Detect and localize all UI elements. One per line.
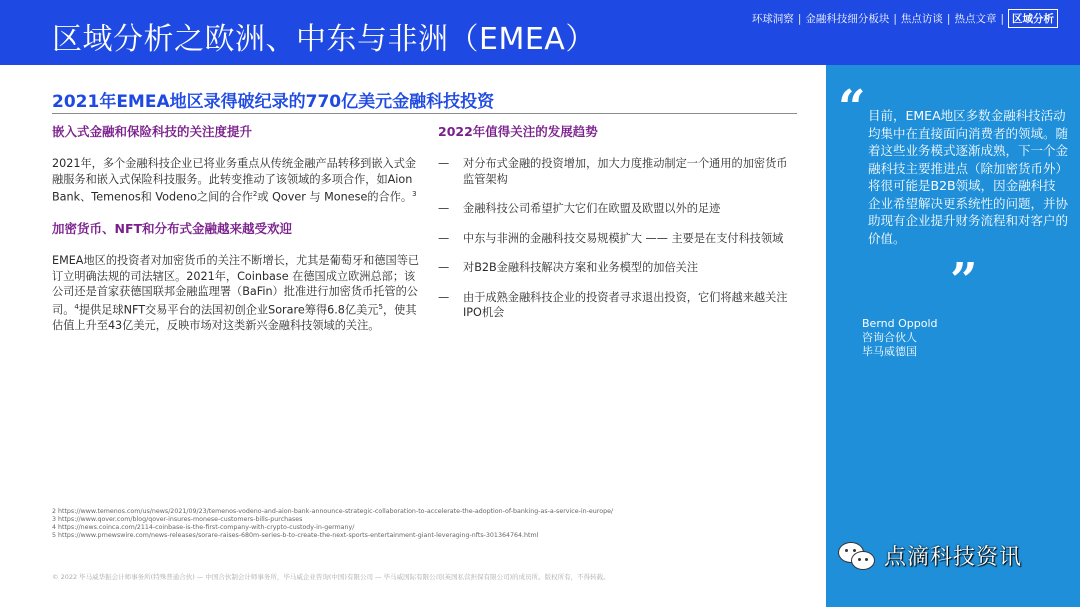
list-item bbox=[438, 156, 798, 187]
author-title: 咨询合伙人 bbox=[862, 331, 917, 344]
list-item bbox=[438, 231, 798, 247]
list-item-text: 对分布式金融的投资增加，加大力度推动制定一个通用的加密货币监管架构 bbox=[463, 157, 788, 186]
footnote-link[interactable]: 4 https://news.coinca.com/2114-coinbase-is-the-first-company-with-crypto-custody-in-germany/ bbox=[52, 524, 355, 531]
left-column bbox=[52, 122, 422, 347]
header-bar bbox=[0, 0, 1080, 65]
quote-text: 目前，EMEA地区多数金融科技活动均集中在直接面向消费者的领域。随着这些业务模式逐渐成熟，下一个金融科技主要推进点（除加密货币外）将很可能是B2B领域，因金融科技企业希望解决更系统性的问题，并协助现有企业提升财务流程和对客户的价值。 bbox=[868, 108, 1069, 246]
trends-heading: 2022年值得关注的发展趋势 bbox=[438, 124, 598, 139]
right-column bbox=[438, 122, 798, 335]
copyright-notice: © 2022 毕马威华振会计师事务所(特殊普通合伙) — 中国合伙制会计师事务所，毕马威企业咨询(中国)有限公司 — 毕马威国际有限公司(英国私营担保有限公司)的成员所。版权所有，不得转载。 bbox=[52, 573, 610, 581]
footnote-ref: 4 bbox=[74, 302, 79, 311]
footnote-ref: 5 bbox=[378, 302, 383, 311]
crypto-heading: 加密货币、NFT和分布式金融越来越受欢迎 bbox=[52, 221, 293, 237]
paragraph-text: ，使其估值上升至43亿美元，反映市场对这类新兴金融科技领域的关注。 bbox=[52, 303, 417, 332]
dash-bullet: — bbox=[438, 157, 450, 170]
quote-sidebar bbox=[826, 65, 1080, 607]
dash-bullet: — bbox=[438, 231, 450, 245]
list-item-text: 金融科技公司希望扩大它们在欧盟及欧盟以外的足迹 bbox=[463, 202, 721, 215]
top-nav bbox=[752, 9, 1058, 28]
footnote-link[interactable]: 2 https://www.temenos.com/us/news/2021/09/23/temenos-vodeno-and-aion-bank-announce-strategic-collaboration-to-accelerate-the-adoption-of-banking-as-a-service-in-europe/ bbox=[52, 508, 614, 515]
quote-author bbox=[862, 317, 938, 359]
list-item-text: 对B2B金融科技解决方案和业务模型的加倍关注 bbox=[463, 261, 699, 274]
nav-separator: | bbox=[893, 12, 897, 25]
wechat-icon bbox=[838, 538, 878, 572]
nav-separator: | bbox=[946, 12, 951, 25]
list-item bbox=[438, 260, 798, 276]
list-item-text: 中东与非洲的金融科技交易规模扩大 —— 主要是在支付科技领域 bbox=[463, 231, 784, 245]
list-item bbox=[438, 290, 798, 321]
list-item bbox=[438, 201, 798, 217]
paragraph-text: 提供足球NFT交易平台的法国初创企业Sorare筹得6.8亿美元 bbox=[78, 303, 379, 317]
dash-bullet: — bbox=[438, 290, 450, 304]
section-subtitle: 2021年EMEA地区录得破纪录的770亿美元金融科技投资 bbox=[52, 92, 495, 112]
wechat-bubble-small bbox=[851, 551, 875, 570]
trends-list bbox=[438, 156, 798, 321]
nav-item-regional-analysis[interactable]: 区域分析 bbox=[1008, 9, 1058, 28]
nav-separator: | bbox=[1000, 12, 1004, 25]
page-title: 区域分析之欧洲、中东与非洲（EMEA） bbox=[52, 22, 596, 57]
close-quote-icon: ” bbox=[950, 253, 978, 309]
title-divider bbox=[52, 113, 797, 114]
author-name: Bernd Oppold bbox=[862, 317, 938, 330]
crypto-paragraph bbox=[52, 253, 422, 333]
wechat-eye bbox=[845, 549, 848, 552]
footnote-ref: 2 bbox=[252, 190, 258, 198]
embedded-finance-paragraph bbox=[52, 156, 422, 205]
paragraph-text: 2021年，多个金融科技企业已将业务重点从传统金融产品转移到嵌入式金融服务和嵌入式保险科技服务。此转变推动了该领域的多项合作，如Aion Bank、Temenos和 Vodeno之间的合作 bbox=[52, 157, 417, 204]
list-item-text: 由于成熟金融科技企业的投资者寻求退出投资，它们将越来越关注IPO机会 bbox=[463, 290, 788, 319]
nav-item-interviews[interactable]: 焦点访谈 bbox=[900, 13, 943, 25]
nav-separator: | bbox=[797, 12, 802, 25]
watermark-text: 点滴科技资讯 bbox=[884, 544, 1023, 570]
footnote-ref: 3 bbox=[412, 190, 417, 198]
nav-item-global-insight[interactable]: 环球洞察 bbox=[751, 13, 794, 25]
dash-bullet: — bbox=[438, 202, 450, 215]
wechat-eye bbox=[865, 558, 868, 561]
wechat-eye bbox=[858, 558, 861, 561]
footnote-link[interactable]: 5 https://www.prnewswire.com/news-releases/sorare-raises-680m-series-b-to-create-the-next-sports-entertainment-giant-leveraging-nfts-301364764.html bbox=[52, 532, 539, 539]
main-content bbox=[0, 65, 826, 607]
paragraph-text: 或 Qover 与 Monese的合作。 bbox=[257, 190, 413, 204]
dash-bullet: — bbox=[438, 261, 450, 274]
footnotes bbox=[52, 508, 652, 540]
wechat-watermark bbox=[838, 538, 1022, 572]
nav-item-fintech-segments[interactable]: 金融科技细分板块 bbox=[805, 13, 890, 25]
footnote-link[interactable]: 3 https://www.qover.com/blog/qover-insures-monese-customers-bills-purchases bbox=[52, 516, 303, 523]
open-quote-icon: “ bbox=[838, 80, 866, 136]
paragraph-text: EMEA地区的投资者对加密货币的关注不断增长，尤其是葡萄牙和德国等已订立明确法规的司法辖区。2021年，Coinbase 在德国成立欧洲总部；该公司还是首家获德国联邦金融监理署（BaFin）批准进行加密货币托管的公司。 bbox=[52, 254, 420, 317]
embedded-finance-heading: 嵌入式金融和保险科技的关注度提升 bbox=[52, 124, 253, 139]
nav-item-hot-articles[interactable]: 热点文章 bbox=[954, 13, 997, 25]
author-org: 毕马威德国 bbox=[862, 345, 917, 358]
